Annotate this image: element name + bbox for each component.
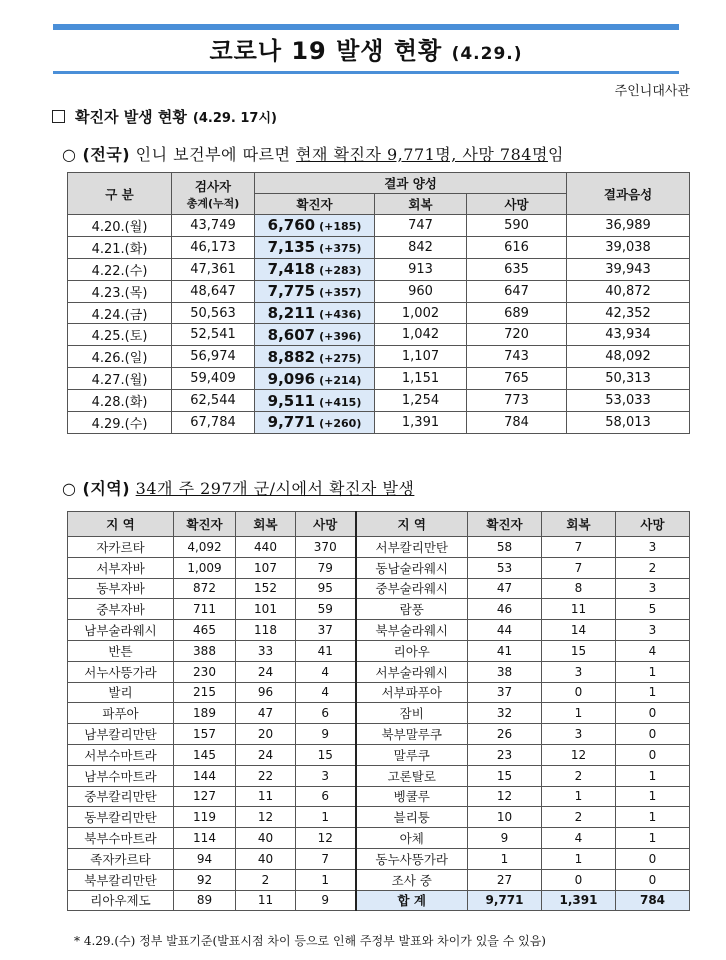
region-deaths-cell: 9 xyxy=(296,890,356,911)
national-suffix: 임 xyxy=(547,145,564,164)
region-recovered-cell: 12 xyxy=(236,807,296,828)
region-recovered-cell: 3 xyxy=(542,724,616,745)
date-cell: 4.28.(화) xyxy=(68,390,172,412)
region-confirmed-cell: 15 xyxy=(468,765,542,786)
region-recovered-cell: 15 xyxy=(542,640,616,661)
tested-cell: 67,784 xyxy=(172,412,255,434)
confirmed-value: 8,607 xyxy=(267,325,316,344)
region-confirmed-cell: 27 xyxy=(468,869,542,890)
deaths-cell: 784 xyxy=(467,412,567,434)
national-table-body xyxy=(68,215,690,434)
regional-table-body xyxy=(68,537,690,911)
region-confirmed-cell: 32 xyxy=(468,703,542,724)
date-cell: 4.21.(화) xyxy=(68,236,172,258)
region-deaths-cell: 7 xyxy=(296,848,356,869)
region-name-cell: 파푸아 xyxy=(68,703,174,724)
region-recovered-cell: 96 xyxy=(236,682,296,703)
region-recovered-cell: 40 xyxy=(236,848,296,869)
recovered-cell: 960 xyxy=(375,280,467,302)
region-deaths-cell: 2 xyxy=(616,557,690,578)
tested-cell: 50,563 xyxy=(172,302,255,324)
region-confirmed-cell: 12 xyxy=(468,786,542,807)
region-name-cell: 자카르타 xyxy=(68,537,174,558)
recovered-cell: 1,107 xyxy=(375,346,467,368)
region-recovered-cell: 2 xyxy=(542,765,616,786)
deaths-cell: 635 xyxy=(467,258,567,280)
table-row xyxy=(68,557,690,578)
date-cell: 4.24.(금) xyxy=(68,302,172,324)
region-confirmed-cell: 23 xyxy=(468,744,542,765)
region-confirmed-cell: 53 xyxy=(468,557,542,578)
region-deaths-cell: 3 xyxy=(296,765,356,786)
region-confirmed-cell: 94 xyxy=(174,848,236,869)
title-top-bar xyxy=(53,24,679,30)
tested-cell: 47,361 xyxy=(172,258,255,280)
header-confirmed-left: 확진자 xyxy=(174,512,236,537)
confirmed-cell xyxy=(255,368,375,390)
header-category: 구 분 xyxy=(68,173,172,215)
confirmed-cell xyxy=(255,258,375,280)
region-deaths-cell: 79 xyxy=(296,557,356,578)
region-deaths-cell: 784 xyxy=(616,890,690,911)
region-name-cell: 리아우 xyxy=(356,640,468,661)
region-name-cell: 남부수마트라 xyxy=(68,765,174,786)
national-highlight: 현재 확진자 9,771명, 사망 784명 xyxy=(296,145,548,164)
region-confirmed-cell: 144 xyxy=(174,765,236,786)
section-heading xyxy=(52,106,277,127)
region-confirmed-cell: 114 xyxy=(174,828,236,849)
header-recovered-right: 회복 xyxy=(542,512,616,537)
region-recovered-cell: 2 xyxy=(236,869,296,890)
table-row xyxy=(68,599,690,620)
region-deaths-cell: 12 xyxy=(296,828,356,849)
region-confirmed-cell: 157 xyxy=(174,724,236,745)
region-deaths-cell: 1 xyxy=(296,869,356,890)
recovered-cell: 1,002 xyxy=(375,302,467,324)
region-name-cell: 잠비 xyxy=(356,703,468,724)
region-recovered-cell: 11 xyxy=(236,786,296,807)
region-confirmed-cell: 44 xyxy=(468,620,542,641)
title-bottom-bar xyxy=(53,71,679,74)
table-row xyxy=(68,682,690,703)
tested-cell: 46,173 xyxy=(172,236,255,258)
region-confirmed-cell: 58 xyxy=(468,537,542,558)
checkbox-square-icon xyxy=(52,110,65,123)
deaths-cell: 773 xyxy=(467,390,567,412)
confirmed-increase: (+283) xyxy=(319,264,362,278)
confirmed-value: 6,760 xyxy=(267,216,316,235)
region-recovered-cell: 4 xyxy=(542,828,616,849)
region-confirmed-cell: 388 xyxy=(174,640,236,661)
header-deaths: 사망 xyxy=(467,194,567,215)
recovered-cell: 1,151 xyxy=(375,368,467,390)
region-name-cell: 서부수마트라 xyxy=(68,744,174,765)
date-cell: 4.26.(일) xyxy=(68,346,172,368)
negative-cell: 50,313 xyxy=(567,368,690,390)
confirmed-value: 7,135 xyxy=(267,238,316,257)
header-deaths-left: 사망 xyxy=(296,512,356,537)
region-deaths-cell: 95 xyxy=(296,578,356,599)
region-deaths-cell: 6 xyxy=(296,703,356,724)
region-confirmed-cell: 9 xyxy=(468,828,542,849)
section-label: 확진자 발생 현황 xyxy=(75,108,187,126)
region-deaths-cell: 4 xyxy=(296,661,356,682)
deaths-cell: 765 xyxy=(467,368,567,390)
confirmed-value: 7,775 xyxy=(267,282,316,301)
confirmed-increase: (+214) xyxy=(319,373,362,387)
header-tested-main: 검사자 xyxy=(194,178,232,194)
region-confirmed-cell: 1 xyxy=(468,848,542,869)
national-prefix: ○ (전국) xyxy=(62,145,131,164)
title-date: (4.29.) xyxy=(451,44,523,64)
deaths-cell: 647 xyxy=(467,280,567,302)
region-recovered-cell: 1 xyxy=(542,786,616,807)
region-name-cell: 동부자바 xyxy=(68,578,174,599)
region-name-cell: 동누사뜽가라 xyxy=(356,848,468,869)
region-confirmed-cell: 872 xyxy=(174,578,236,599)
table-row xyxy=(68,346,690,368)
region-name-cell: 중부자바 xyxy=(68,599,174,620)
negative-cell: 36,989 xyxy=(567,215,690,237)
national-table xyxy=(67,172,690,434)
region-deaths-cell: 3 xyxy=(616,578,690,599)
region-confirmed-cell: 189 xyxy=(174,703,236,724)
region-deaths-cell: 3 xyxy=(616,537,690,558)
table-row xyxy=(68,578,690,599)
region-deaths-cell: 1 xyxy=(616,682,690,703)
date-cell: 4.27.(월) xyxy=(68,368,172,390)
region-name-cell: 족자카르타 xyxy=(68,848,174,869)
confirmed-value: 9,096 xyxy=(267,369,316,388)
region-deaths-cell: 37 xyxy=(296,620,356,641)
region-name-cell: 중부칼리만탄 xyxy=(68,786,174,807)
region-confirmed-cell: 89 xyxy=(174,890,236,911)
region-deaths-cell: 0 xyxy=(616,724,690,745)
region-confirmed-cell: 215 xyxy=(174,682,236,703)
region-deaths-cell: 4 xyxy=(616,640,690,661)
region-confirmed-cell: 38 xyxy=(468,661,542,682)
header-recovered-left: 회복 xyxy=(236,512,296,537)
date-cell: 4.22.(수) xyxy=(68,258,172,280)
table-row xyxy=(68,765,690,786)
table-row xyxy=(68,744,690,765)
region-recovered-cell: 1 xyxy=(542,848,616,869)
header-deaths-right: 사망 xyxy=(616,512,690,537)
header-region-left: 지 역 xyxy=(68,512,174,537)
region-name-cell: 서부자바 xyxy=(68,557,174,578)
region-deaths-cell: 0 xyxy=(616,703,690,724)
header-confirmed-right: 확진자 xyxy=(468,512,542,537)
region-confirmed-cell: 92 xyxy=(174,869,236,890)
region-recovered-cell: 47 xyxy=(236,703,296,724)
header-tested-sub: 총계(누적) xyxy=(186,196,240,210)
table-row xyxy=(68,280,690,302)
region-recovered-cell: 118 xyxy=(236,620,296,641)
table-row xyxy=(68,537,690,558)
region-confirmed-cell: 1,009 xyxy=(174,557,236,578)
national-text: 인니 보건부에 따르면 xyxy=(135,145,291,164)
region-recovered-cell: 1,391 xyxy=(542,890,616,911)
region-confirmed-cell: 37 xyxy=(468,682,542,703)
table-row xyxy=(68,215,690,237)
confirmed-value: 8,882 xyxy=(267,347,316,366)
recovered-cell: 842 xyxy=(375,236,467,258)
source-label: 주인니대사관 xyxy=(614,84,690,99)
recovered-cell: 1,391 xyxy=(375,412,467,434)
negative-cell: 39,038 xyxy=(567,236,690,258)
table-row xyxy=(68,324,690,346)
region-recovered-cell: 7 xyxy=(542,557,616,578)
tested-cell: 59,409 xyxy=(172,368,255,390)
region-deaths-cell: 6 xyxy=(296,786,356,807)
region-confirmed-cell: 26 xyxy=(468,724,542,745)
negative-cell: 43,934 xyxy=(567,324,690,346)
region-name-cell: 남부칼리만탄 xyxy=(68,724,174,745)
confirmed-cell xyxy=(255,302,375,324)
region-recovered-cell: 101 xyxy=(236,599,296,620)
region-name-cell: 서부술라웨시 xyxy=(356,661,468,682)
region-deaths-cell: 3 xyxy=(616,620,690,641)
recovered-cell: 1,042 xyxy=(375,324,467,346)
region-deaths-cell: 0 xyxy=(616,869,690,890)
region-confirmed-cell: 230 xyxy=(174,661,236,682)
date-cell: 4.25.(토) xyxy=(68,324,172,346)
region-recovered-cell: 7 xyxy=(542,537,616,558)
recovered-cell: 1,254 xyxy=(375,390,467,412)
region-deaths-cell: 41 xyxy=(296,640,356,661)
confirmed-cell xyxy=(255,215,375,237)
negative-cell: 42,352 xyxy=(567,302,690,324)
table-row xyxy=(68,258,690,280)
region-name-cell: 북부술라웨시 xyxy=(356,620,468,641)
section-date: (4.29. 17시) xyxy=(192,111,277,126)
region-deaths-cell: 4 xyxy=(296,682,356,703)
region-deaths-cell: 59 xyxy=(296,599,356,620)
recovered-cell: 913 xyxy=(375,258,467,280)
regional-text: 34개 주 297개 군/시에서 확진자 발생 xyxy=(135,479,415,498)
region-recovered-cell: 12 xyxy=(542,744,616,765)
region-name-cell: 서부칼리만탄 xyxy=(356,537,468,558)
deaths-cell: 616 xyxy=(467,236,567,258)
region-recovered-cell: 8 xyxy=(542,578,616,599)
region-name-cell: 람풍 xyxy=(356,599,468,620)
region-deaths-cell: 0 xyxy=(616,744,690,765)
region-recovered-cell: 24 xyxy=(236,744,296,765)
regional-table xyxy=(67,511,690,911)
confirmed-increase: (+260) xyxy=(319,417,362,431)
recovered-cell: 747 xyxy=(375,215,467,237)
table-row xyxy=(68,302,690,324)
region-confirmed-cell: 4,092 xyxy=(174,537,236,558)
region-name-cell: 합 계 xyxy=(356,890,468,911)
region-name-cell: 동남술라웨시 xyxy=(356,557,468,578)
footnote: * 4.29.(수) 정부 발표기준(발표시점 차이 등으로 인해 주정부 발표와 차이가 있을 수 있음) xyxy=(74,934,546,948)
region-recovered-cell: 3 xyxy=(542,661,616,682)
negative-cell: 39,943 xyxy=(567,258,690,280)
region-name-cell: 벵쿨루 xyxy=(356,786,468,807)
region-deaths-cell: 0 xyxy=(616,848,690,869)
region-recovered-cell: 24 xyxy=(236,661,296,682)
region-recovered-cell: 20 xyxy=(236,724,296,745)
region-name-cell: 블리퉁 xyxy=(356,807,468,828)
region-name-cell: 반튼 xyxy=(68,640,174,661)
table-row xyxy=(68,412,690,434)
region-recovered-cell: 40 xyxy=(236,828,296,849)
confirmed-cell xyxy=(255,236,375,258)
region-confirmed-cell: 46 xyxy=(468,599,542,620)
region-confirmed-cell: 10 xyxy=(468,807,542,828)
region-deaths-cell: 1 xyxy=(616,786,690,807)
region-deaths-cell: 1 xyxy=(616,828,690,849)
region-name-cell: 중부술라웨시 xyxy=(356,578,468,599)
table-row xyxy=(68,661,690,682)
region-deaths-cell: 9 xyxy=(296,724,356,745)
region-confirmed-cell: 41 xyxy=(468,640,542,661)
table-row xyxy=(68,890,690,911)
region-recovered-cell: 1 xyxy=(542,703,616,724)
date-cell: 4.20.(월) xyxy=(68,215,172,237)
region-recovered-cell: 11 xyxy=(236,890,296,911)
region-deaths-cell: 1 xyxy=(616,765,690,786)
region-recovered-cell: 0 xyxy=(542,682,616,703)
table-row xyxy=(68,869,690,890)
region-recovered-cell: 33 xyxy=(236,640,296,661)
header-tested xyxy=(172,173,255,215)
table-row xyxy=(68,620,690,641)
region-name-cell: 북부칼리만탄 xyxy=(68,869,174,890)
regional-prefix: ○ (지역) xyxy=(62,479,131,498)
table-row xyxy=(68,703,690,724)
region-deaths-cell: 1 xyxy=(616,661,690,682)
region-recovered-cell: 14 xyxy=(542,620,616,641)
region-recovered-cell: 0 xyxy=(542,869,616,890)
header-recovered: 회복 xyxy=(375,194,467,215)
date-cell: 4.29.(수) xyxy=(68,412,172,434)
confirmed-increase: (+275) xyxy=(319,351,362,365)
region-confirmed-cell: 145 xyxy=(174,744,236,765)
tested-cell: 62,544 xyxy=(172,390,255,412)
confirmed-cell xyxy=(255,390,375,412)
confirmed-value: 8,211 xyxy=(267,304,316,322)
region-recovered-cell: 107 xyxy=(236,557,296,578)
region-name-cell: 조사 중 xyxy=(356,869,468,890)
negative-cell: 48,092 xyxy=(567,346,690,368)
confirmed-increase: (+436) xyxy=(319,308,362,321)
deaths-cell: 743 xyxy=(467,346,567,368)
region-name-cell: 서부파푸아 xyxy=(356,682,468,703)
confirmed-value: 9,511 xyxy=(267,391,316,410)
region-name-cell: 아체 xyxy=(356,828,468,849)
region-name-cell: 리아우제도 xyxy=(68,890,174,911)
table-row xyxy=(68,724,690,745)
region-confirmed-cell: 465 xyxy=(174,620,236,641)
confirmed-cell xyxy=(255,412,375,434)
table-row xyxy=(68,390,690,412)
national-summary xyxy=(62,142,564,165)
table-row xyxy=(68,828,690,849)
confirmed-cell xyxy=(255,280,375,302)
tested-cell: 43,749 xyxy=(172,215,255,237)
confirmed-increase: (+375) xyxy=(319,242,362,256)
region-name-cell: 말루쿠 xyxy=(356,744,468,765)
region-confirmed-cell: 119 xyxy=(174,807,236,828)
region-recovered-cell: 22 xyxy=(236,765,296,786)
header-positive-group: 결과 양성 xyxy=(255,173,567,194)
region-recovered-cell: 440 xyxy=(236,537,296,558)
region-confirmed-cell: 711 xyxy=(174,599,236,620)
region-name-cell: 고론탈로 xyxy=(356,765,468,786)
confirmed-increase: (+185) xyxy=(319,220,362,234)
header-region-right: 지 역 xyxy=(356,512,468,537)
date-cell: 4.23.(목) xyxy=(68,280,172,302)
header-confirmed: 확진자 xyxy=(255,194,375,215)
negative-cell: 58,013 xyxy=(567,412,690,434)
confirmed-cell xyxy=(255,324,375,346)
table-row xyxy=(68,807,690,828)
deaths-cell: 689 xyxy=(467,302,567,324)
region-deaths-cell: 1 xyxy=(616,807,690,828)
table-row xyxy=(68,368,690,390)
tested-cell: 48,647 xyxy=(172,280,255,302)
table-row xyxy=(68,640,690,661)
region-deaths-cell: 1 xyxy=(296,807,356,828)
deaths-cell: 590 xyxy=(467,215,567,237)
negative-cell: 53,033 xyxy=(567,390,690,412)
confirmed-increase: (+415) xyxy=(319,395,362,409)
table-row xyxy=(68,786,690,807)
region-recovered-cell: 152 xyxy=(236,578,296,599)
region-name-cell: 발리 xyxy=(68,682,174,703)
confirmed-increase: (+357) xyxy=(319,286,362,300)
region-deaths-cell: 370 xyxy=(296,537,356,558)
page-title xyxy=(53,32,679,70)
region-name-cell: 동부칼리만탄 xyxy=(68,807,174,828)
confirmed-cell xyxy=(255,346,375,368)
region-confirmed-cell: 47 xyxy=(468,578,542,599)
table-row xyxy=(68,236,690,258)
confirmed-value: 7,418 xyxy=(267,260,316,279)
region-name-cell: 북부말루쿠 xyxy=(356,724,468,745)
deaths-cell: 720 xyxy=(467,324,567,346)
region-recovered-cell: 2 xyxy=(542,807,616,828)
region-confirmed-cell: 9,771 xyxy=(468,890,542,911)
negative-cell: 40,872 xyxy=(567,280,690,302)
header-negative: 결과음성 xyxy=(567,173,690,215)
regional-summary xyxy=(62,476,414,499)
confirmed-value: 9,771 xyxy=(267,413,316,432)
region-name-cell: 남부술라웨시 xyxy=(68,620,174,641)
title-main: 코로나 19 발생 현황 xyxy=(209,37,443,65)
region-deaths-cell: 5 xyxy=(616,599,690,620)
region-deaths-cell: 15 xyxy=(296,744,356,765)
region-name-cell: 북부수마트라 xyxy=(68,828,174,849)
tested-cell: 56,974 xyxy=(172,346,255,368)
table-row xyxy=(68,848,690,869)
region-recovered-cell: 11 xyxy=(542,599,616,620)
tested-cell: 52,541 xyxy=(172,324,255,346)
region-name-cell: 서누사뜽가라 xyxy=(68,661,174,682)
region-confirmed-cell: 127 xyxy=(174,786,236,807)
confirmed-increase: (+396) xyxy=(319,329,362,343)
